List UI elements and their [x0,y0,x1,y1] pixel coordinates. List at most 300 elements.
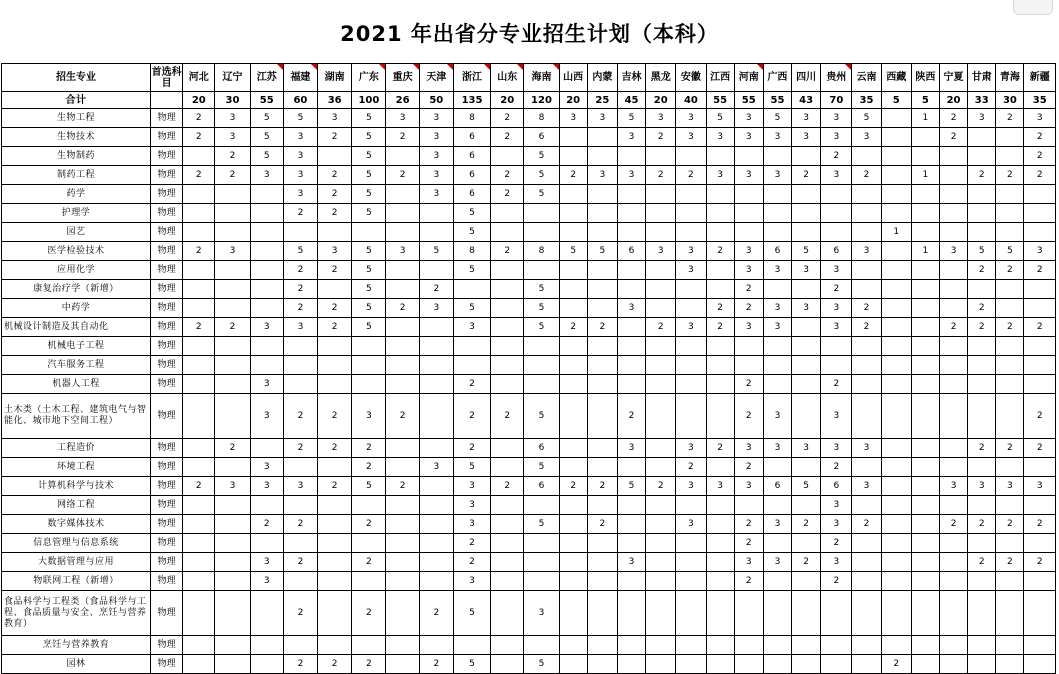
quota-cell [559,572,587,591]
quota-cell: 2 [734,572,763,591]
subject-cell: 物理 [150,477,182,496]
quota-cell [996,280,1024,299]
quota-cell [734,356,763,375]
quota-cell: 2 [646,477,676,496]
quota-cell: 5 [559,242,587,261]
quota-cell: 3 [734,439,763,458]
quota-cell [676,534,706,553]
quota-cell: 5 [996,242,1024,261]
quota-cell [386,356,419,375]
comment-indicator-icon[interactable] [311,64,317,70]
quota-cell [587,458,617,477]
major-name-cell: 园艺 [2,223,151,242]
quota-cell: 3 [676,477,706,496]
quota-cell: 2 [792,166,821,185]
quota-cell [1024,337,1056,356]
quota-cell [821,655,852,674]
quota-cell: 5 [792,477,821,496]
comment-indicator-icon[interactable] [484,64,490,70]
province-header-hunan: 湖南 [318,64,352,92]
quota-cell: 2 [1024,318,1056,337]
quota-cell [183,534,215,553]
quota-cell: 2 [1024,147,1056,166]
quota-cell [250,223,283,242]
quota-cell: 3 [852,477,881,496]
total-value-cell: 60 [283,92,317,109]
quota-cell: 2 [1024,261,1056,280]
header-row [2,64,1056,92]
quota-cell: 5 [352,185,386,204]
quota-cell: 3 [706,128,734,147]
quota-cell [587,553,617,572]
quota-cell [881,204,911,223]
total-value-cell: 55 [706,92,734,109]
quota-cell [763,591,791,636]
quota-cell: 5 [352,261,386,280]
quota-cell [250,655,283,674]
quota-cell: 2 [939,109,967,128]
quota-cell: 2 [852,515,881,534]
quota-cell [996,128,1024,147]
quota-cell [617,318,645,337]
quota-cell [676,496,706,515]
quota-cell [939,299,967,318]
total-value-cell: 5 [881,92,911,109]
subject-cell: 物理 [150,496,182,515]
quota-cell [676,337,706,356]
quota-cell [881,337,911,356]
quota-cell [881,280,911,299]
major-name-cell: 汽车服务工程 [2,356,151,375]
quota-cell: 6 [453,166,490,185]
quota-cell: 3 [792,299,821,318]
comment-indicator-icon[interactable] [277,64,283,70]
quota-cell [250,636,283,655]
quota-cell [1024,458,1056,477]
total-value-cell: 43 [792,92,821,109]
total-value-cell: 33 [968,92,996,109]
quota-cell [968,496,996,515]
quota-cell [881,375,911,394]
quota-cell [352,223,386,242]
subject-cell: 物理 [150,655,182,674]
quota-cell [1024,655,1056,674]
quota-cell [968,572,996,591]
quota-cell: 2 [734,458,763,477]
quota-cell [352,375,386,394]
quota-cell: 3 [968,109,996,128]
quota-cell [763,375,791,394]
quota-cell: 3 [617,299,645,318]
quota-cell [318,515,352,534]
quota-cell [559,280,587,299]
quota-cell [491,337,524,356]
quota-cell: 2 [453,375,490,394]
quota-cell [215,204,250,223]
province-header-jiangsu: 江苏 [250,64,283,92]
quota-cell [283,534,317,553]
quota-cell [852,375,881,394]
total-value-cell: 20 [646,92,676,109]
quota-cell: 3 [283,128,317,147]
quota-cell [318,458,352,477]
quota-cell: 5 [250,109,283,128]
quota-cell [881,185,911,204]
quota-cell [792,655,821,674]
quota-cell [996,458,1024,477]
major-name-cell: 医学检验技术 [2,242,151,261]
quota-cell: 3 [617,553,645,572]
quota-cell [646,439,676,458]
major-name-cell: 应用化学 [2,261,151,280]
quota-cell: 3 [706,166,734,185]
major-name-cell: 土木类（土木工程、建筑电气与智能化、城市地下空间工程） [2,394,151,439]
quota-cell [491,591,524,636]
province-header-guangdong: 广东 [352,64,386,92]
quota-cell: 5 [968,242,996,261]
province-header-guizhou: 贵州 [821,64,852,92]
quota-cell [939,337,967,356]
quota-cell [763,185,791,204]
quota-cell [939,204,967,223]
table-row [2,375,1056,394]
quota-cell: 3 [250,477,283,496]
quota-cell: 2 [183,242,215,261]
quota-cell [646,458,676,477]
quota-cell [453,337,490,356]
quota-cell [617,534,645,553]
quota-cell: 3 [250,553,283,572]
quota-cell [215,572,250,591]
quota-cell [318,147,352,166]
quota-cell [646,572,676,591]
quota-cell [968,534,996,553]
comment-indicator-icon[interactable] [845,64,851,70]
quota-cell: 2 [706,318,734,337]
total-value-cell: 26 [386,92,419,109]
quota-cell [911,515,939,534]
table-row [2,515,1056,534]
quota-cell [939,458,967,477]
total-label: 合计 [2,92,151,109]
quota-cell [386,534,419,553]
quota-cell: 2 [734,394,763,439]
quota-cell [318,375,352,394]
quota-cell: 3 [676,261,706,280]
quota-cell [968,128,996,147]
quota-cell [386,572,419,591]
quota-cell [996,496,1024,515]
quota-cell [183,147,215,166]
quota-cell [250,534,283,553]
quota-cell: 2 [852,299,881,318]
quota-cell [419,261,453,280]
quota-cell [1024,591,1056,636]
quota-cell [646,553,676,572]
quota-cell [283,375,317,394]
total-value-cell: 45 [617,92,645,109]
quota-cell: 3 [763,318,791,337]
quota-cell [968,591,996,636]
quota-cell [1024,223,1056,242]
quota-cell [968,223,996,242]
quota-cell [852,496,881,515]
quota-cell: 5 [617,477,645,496]
quota-cell: 3 [734,477,763,496]
quota-cell [881,636,911,655]
quota-cell: 2 [587,477,617,496]
major-name-cell: 烹饪与营养教育 [2,636,151,655]
quota-cell: 2 [996,109,1024,128]
quota-cell [250,204,283,223]
quota-cell: 3 [646,242,676,261]
province-header-anhui: 安徽 [676,64,706,92]
subject-cell: 物理 [150,553,182,572]
quota-cell [587,299,617,318]
major-name-cell: 工程造价 [2,439,151,458]
quota-cell [386,185,419,204]
quota-cell [821,223,852,242]
quota-cell [183,299,215,318]
province-header-qinghai: 青海 [996,64,1024,92]
comment-indicator-icon[interactable] [757,64,763,70]
quota-cell [706,534,734,553]
quota-cell [968,636,996,655]
major-name-cell: 信息管理与信息系统 [2,534,151,553]
quota-cell [352,636,386,655]
quota-cell [183,655,215,674]
quota-cell: 3 [996,477,1024,496]
quota-cell: 3 [587,166,617,185]
quota-cell [881,166,911,185]
quota-cell: 2 [352,655,386,674]
quota-cell [821,356,852,375]
quota-cell [491,204,524,223]
quota-cell [763,534,791,553]
quota-cell: 2 [1024,439,1056,458]
quota-cell: 3 [792,261,821,280]
major-name-cell: 食品科学与工程类（食品科学与工程、食品质量与安全、烹饪与营养教育） [2,591,151,636]
quota-cell: 3 [763,439,791,458]
subject-cell: 物理 [150,356,182,375]
quota-cell [881,128,911,147]
province-header-yunnan: 云南 [852,64,881,92]
major-name-cell: 机械电子工程 [2,337,151,356]
comment-indicator-icon[interactable] [517,64,523,70]
quota-cell [792,337,821,356]
comment-indicator-icon[interactable] [379,64,385,70]
total-value-cell: 25 [587,92,617,109]
quota-cell: 2 [283,261,317,280]
quota-cell [939,185,967,204]
quota-cell: 3 [852,128,881,147]
quota-cell [996,655,1024,674]
quota-cell: 5 [453,299,490,318]
comment-indicator-icon[interactable] [447,64,453,70]
quota-cell [559,496,587,515]
table-row [2,553,1056,572]
quota-cell [386,458,419,477]
quota-cell [491,655,524,674]
quota-cell [183,223,215,242]
quota-cell [939,375,967,394]
quota-cell: 2 [283,280,317,299]
quota-cell: 3 [250,458,283,477]
quota-cell [559,439,587,458]
quota-cell: 2 [215,318,250,337]
quota-cell: 3 [419,185,453,204]
major-name-cell: 机器人工程 [2,375,151,394]
subject-cell: 物理 [150,318,182,337]
quota-cell: 3 [453,477,490,496]
quota-cell [617,591,645,636]
quota-cell: 6 [763,242,791,261]
quota-cell [617,572,645,591]
quota-cell: 2 [491,128,524,147]
table-row [2,636,1056,655]
quota-cell: 3 [250,394,283,439]
quota-cell [386,655,419,674]
quota-cell: 5 [524,655,559,674]
quota-cell: 2 [491,185,524,204]
quota-cell [646,591,676,636]
quota-cell: 2 [1024,515,1056,534]
quota-cell [183,496,215,515]
quota-cell [968,337,996,356]
quota-cell [881,572,911,591]
quota-cell [852,636,881,655]
province-header-jiangxi: 江西 [706,64,734,92]
quota-cell: 3 [734,261,763,280]
quota-cell [706,553,734,572]
quota-cell [911,318,939,337]
quota-cell [524,356,559,375]
total-value-cell: 120 [524,92,559,109]
quota-cell [215,553,250,572]
quota-cell: 2 [491,394,524,439]
quota-cell [646,280,676,299]
quota-cell [939,280,967,299]
quota-cell [763,147,791,166]
quota-cell: 3 [676,109,706,128]
quota-cell [646,356,676,375]
quota-cell: 2 [852,318,881,337]
quota-cell [491,299,524,318]
quota-cell [996,636,1024,655]
quota-cell [617,204,645,223]
quota-cell: 2 [939,318,967,337]
comment-indicator-icon[interactable] [413,64,419,70]
total-value-cell: 100 [352,92,386,109]
quota-cell [491,375,524,394]
quota-cell: 3 [763,128,791,147]
province-header-henan: 河南 [734,64,763,92]
quota-cell [911,204,939,223]
quota-cell [996,147,1024,166]
quota-cell [250,337,283,356]
sheet-corner-tab[interactable] [1013,0,1053,15]
quota-cell [968,458,996,477]
comment-indicator-icon[interactable] [553,64,559,70]
subject-cell: 物理 [150,375,182,394]
quota-cell [617,496,645,515]
quota-cell: 2 [996,553,1024,572]
province-header-gansu: 甘肃 [968,64,996,92]
province-header-sichuan: 四川 [792,64,821,92]
quota-cell [734,147,763,166]
quota-cell [763,458,791,477]
quota-cell: 3 [419,147,453,166]
quota-cell: 2 [453,394,490,439]
quota-cell [453,280,490,299]
quota-cell: 3 [283,147,317,166]
province-header-jilin: 吉林 [617,64,645,92]
quota-cell: 8 [453,242,490,261]
quota-cell [968,356,996,375]
major-name-cell: 机械设计制造及其自动化 [2,318,151,337]
quota-cell: 3 [250,318,283,337]
total-value-cell: 20 [559,92,587,109]
table-row [2,166,1056,185]
quota-cell: 5 [763,109,791,128]
table-row [2,477,1056,496]
quota-cell [763,337,791,356]
quota-cell: 5 [524,166,559,185]
quota-cell [939,591,967,636]
quota-cell [524,261,559,280]
quota-cell [386,553,419,572]
quota-cell: 6 [453,128,490,147]
total-value-cell: 30 [996,92,1024,109]
quota-cell: 3 [734,128,763,147]
quota-cell [250,185,283,204]
quota-cell: 3 [215,242,250,261]
major-name-cell: 护理学 [2,204,151,223]
quota-cell [706,223,734,242]
quota-cell [734,204,763,223]
quota-cell [559,147,587,166]
subject-cell: 物理 [150,185,182,204]
quota-cell: 3 [821,128,852,147]
quota-cell [318,337,352,356]
quota-cell: 2 [318,204,352,223]
quota-cell: 2 [821,572,852,591]
quota-cell: 2 [559,477,587,496]
quota-cell [559,299,587,318]
quota-cell: 2 [318,128,352,147]
quota-cell: 2 [283,553,317,572]
quota-cell [676,655,706,674]
quota-cell [968,204,996,223]
quota-cell: 2 [386,299,419,318]
province-header-shaanxi: 陕西 [911,64,939,92]
quota-cell: 6 [524,477,559,496]
quota-cell [352,356,386,375]
quota-cell [706,261,734,280]
major-name-cell: 生物工程 [2,109,151,128]
quota-cell: 3 [1024,477,1056,496]
quota-cell [821,591,852,636]
quota-cell: 3 [939,242,967,261]
quota-cell [646,299,676,318]
quota-cell: 2 [491,242,524,261]
quota-cell: 2 [881,655,911,674]
quota-cell [968,394,996,439]
quota-cell: 8 [453,109,490,128]
quota-cell [617,655,645,674]
subject-cell: 物理 [150,242,182,261]
quota-cell [676,147,706,166]
